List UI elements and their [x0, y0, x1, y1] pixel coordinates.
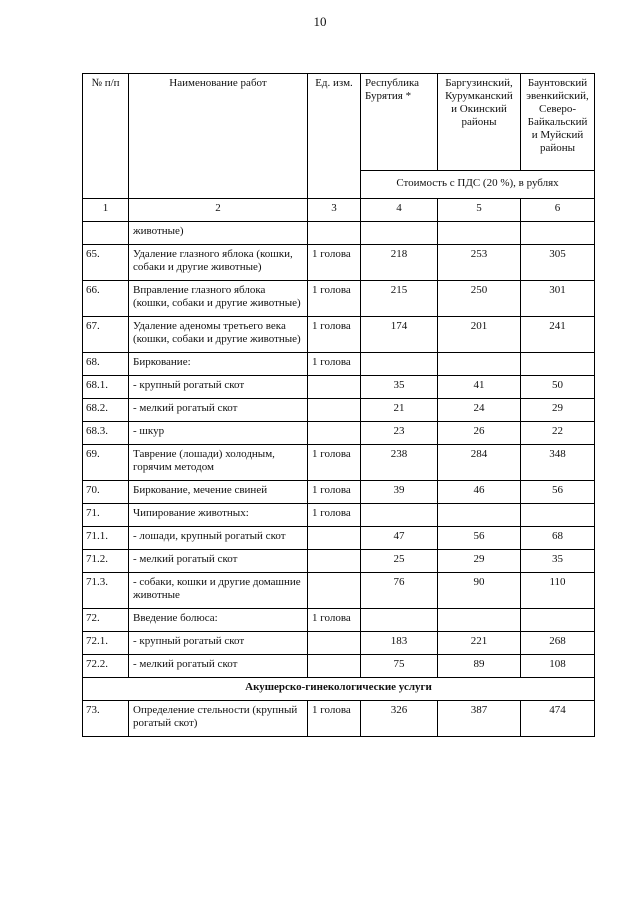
- price-region-1: 23: [361, 422, 438, 445]
- row-unit: 1 голова: [308, 445, 361, 481]
- price-region-2: 89: [438, 655, 521, 678]
- price-region-3: 56: [521, 481, 595, 504]
- table-row: [83, 422, 595, 445]
- price-region-1: 25: [361, 550, 438, 573]
- row-number: 70.: [83, 481, 129, 504]
- price-region-3: 35: [521, 550, 595, 573]
- price-note: Стоимость с ПДС (20 %), в рублях: [361, 171, 595, 199]
- price-region-1: 183: [361, 632, 438, 655]
- price-region-1: 326: [361, 701, 438, 737]
- column-number: 5: [438, 199, 521, 222]
- row-number: 68.1.: [83, 376, 129, 399]
- row-unit: 1 голова: [308, 245, 361, 281]
- row-unit: 1 голова: [308, 481, 361, 504]
- row-unit: [308, 550, 361, 573]
- table-row: [83, 481, 595, 504]
- price-region-1: [361, 222, 438, 245]
- row-name: - лошади, крупный рогатый скот: [129, 527, 308, 550]
- table-row: [83, 445, 595, 481]
- column-number: 6: [521, 199, 595, 222]
- row-number: 68.3.: [83, 422, 129, 445]
- row-unit: [308, 422, 361, 445]
- table-row: [83, 632, 595, 655]
- row-number: 65.: [83, 245, 129, 281]
- row-unit: [308, 399, 361, 422]
- row-number: 71.: [83, 504, 129, 527]
- price-region-3: 305: [521, 245, 595, 281]
- row-number: 72.2.: [83, 655, 129, 678]
- table-row: [83, 399, 595, 422]
- page-number: 10: [313, 14, 327, 29]
- row-number: 72.1.: [83, 632, 129, 655]
- header-row: [83, 74, 595, 171]
- row-name: - мелкий рогатый скот: [129, 550, 308, 573]
- row-name: Введение болюса:: [129, 609, 308, 632]
- row-name: - мелкий рогатый скот: [129, 399, 308, 422]
- table-row: [83, 245, 595, 281]
- price-region-3: 108: [521, 655, 595, 678]
- price-region-2: 56: [438, 527, 521, 550]
- price-region-2: 24: [438, 399, 521, 422]
- table-row: [83, 222, 595, 245]
- price-region-3: 241: [521, 317, 595, 353]
- column-number: 1: [83, 199, 129, 222]
- header-name: Наименование работ: [129, 74, 308, 199]
- row-unit: [308, 527, 361, 550]
- row-name: Удаление глазного яблока (кошки, собаки и другие животные): [129, 245, 308, 281]
- price-region-1: 174: [361, 317, 438, 353]
- row-number: 68.: [83, 353, 129, 376]
- price-region-3: [521, 353, 595, 376]
- row-unit: [308, 632, 361, 655]
- price-region-1: 47: [361, 527, 438, 550]
- price-region-3: 474: [521, 701, 595, 737]
- price-region-2: 90: [438, 573, 521, 609]
- row-unit: 1 голова: [308, 281, 361, 317]
- column-number-row: [83, 199, 595, 222]
- price-region-1: [361, 353, 438, 376]
- table-row: [83, 701, 595, 737]
- row-number: 71.3.: [83, 573, 129, 609]
- price-region-2: 26: [438, 422, 521, 445]
- price-region-2: 201: [438, 317, 521, 353]
- price-region-1: [361, 609, 438, 632]
- row-name: - крупный рогатый скот: [129, 376, 308, 399]
- row-name: - шкур: [129, 422, 308, 445]
- price-region-1: 35: [361, 376, 438, 399]
- price-region-2: [438, 222, 521, 245]
- row-name: Биркование, мечение свиней: [129, 481, 308, 504]
- row-number: 68.2.: [83, 399, 129, 422]
- price-region-3: 348: [521, 445, 595, 481]
- row-unit: 1 голова: [308, 701, 361, 737]
- row-name: Биркование:: [129, 353, 308, 376]
- header-region-3: Баунтовский эвенкийский, Северо-Байкальский и Муйский районы: [521, 74, 595, 171]
- price-region-2: 41: [438, 376, 521, 399]
- row-name: Таврение (лошади) холодным, горячим методом: [129, 445, 308, 481]
- row-name: животные): [129, 222, 308, 245]
- price-region-2: [438, 609, 521, 632]
- price-region-1: 238: [361, 445, 438, 481]
- row-unit: [308, 376, 361, 399]
- price-region-3: 110: [521, 573, 595, 609]
- price-region-1: 218: [361, 245, 438, 281]
- row-number: 71.2.: [83, 550, 129, 573]
- price-region-3: 29: [521, 399, 595, 422]
- row-number: 67.: [83, 317, 129, 353]
- table-row: [83, 550, 595, 573]
- row-name: Чипирование животных:: [129, 504, 308, 527]
- section-row: [83, 678, 595, 701]
- price-region-3: [521, 222, 595, 245]
- table-row: [83, 376, 595, 399]
- table-row: [83, 527, 595, 550]
- price-region-2: 387: [438, 701, 521, 737]
- column-number: 3: [308, 199, 361, 222]
- price-region-2: 29: [438, 550, 521, 573]
- section-title: Акушерско-гинекологические услуги: [83, 678, 595, 701]
- column-number: 4: [361, 199, 438, 222]
- row-number: 69.: [83, 445, 129, 481]
- table-row: [83, 504, 595, 527]
- table-row: [83, 609, 595, 632]
- price-region-3: 50: [521, 376, 595, 399]
- price-region-2: 250: [438, 281, 521, 317]
- row-number: [83, 222, 129, 245]
- price-region-1: 21: [361, 399, 438, 422]
- row-number: 72.: [83, 609, 129, 632]
- row-unit: 1 голова: [308, 317, 361, 353]
- row-name: Определение стельности (крупный рогатый скот): [129, 701, 308, 737]
- column-number: 2: [129, 199, 308, 222]
- row-unit: 1 голова: [308, 353, 361, 376]
- row-name: Вправление глазного яблока (кошки, собаки и другие животные): [129, 281, 308, 317]
- row-unit: 1 голова: [308, 609, 361, 632]
- price-region-2: 253: [438, 245, 521, 281]
- price-region-3: 268: [521, 632, 595, 655]
- table-row: [83, 281, 595, 317]
- price-region-3: 301: [521, 281, 595, 317]
- price-region-2: [438, 504, 521, 527]
- price-region-1: 39: [361, 481, 438, 504]
- price-table: [82, 73, 595, 737]
- header-unit: Ед. изм.: [308, 74, 361, 199]
- row-unit: [308, 573, 361, 609]
- price-region-1: [361, 504, 438, 527]
- price-region-2: 284: [438, 445, 521, 481]
- price-region-1: 215: [361, 281, 438, 317]
- table-row: [83, 573, 595, 609]
- price-region-3: 68: [521, 527, 595, 550]
- price-region-2: 46: [438, 481, 521, 504]
- table-row: [83, 353, 595, 376]
- header-region-1: Республика Бурятия *: [361, 74, 438, 171]
- row-unit: [308, 655, 361, 678]
- price-region-3: 22: [521, 422, 595, 445]
- row-name: Удаление аденомы третьего века (кошки, собаки и другие животные): [129, 317, 308, 353]
- row-number: 66.: [83, 281, 129, 317]
- table-row: [83, 317, 595, 353]
- price-region-3: [521, 504, 595, 527]
- row-unit: [308, 222, 361, 245]
- row-unit: 1 голова: [308, 504, 361, 527]
- header-num: № п/п: [83, 74, 129, 199]
- row-name: - собаки, кошки и другие домашние животные: [129, 573, 308, 609]
- header-region-2: Баргузинский, Курумканский и Окинский районы: [438, 74, 521, 171]
- price-region-2: 221: [438, 632, 521, 655]
- table-row: [83, 655, 595, 678]
- price-region-2: [438, 353, 521, 376]
- row-number: 73.: [83, 701, 129, 737]
- row-name: - крупный рогатый скот: [129, 632, 308, 655]
- price-region-1: 75: [361, 655, 438, 678]
- row-number: 71.1.: [83, 527, 129, 550]
- price-region-3: [521, 609, 595, 632]
- row-name: - мелкий рогатый скот: [129, 655, 308, 678]
- price-region-1: 76: [361, 573, 438, 609]
